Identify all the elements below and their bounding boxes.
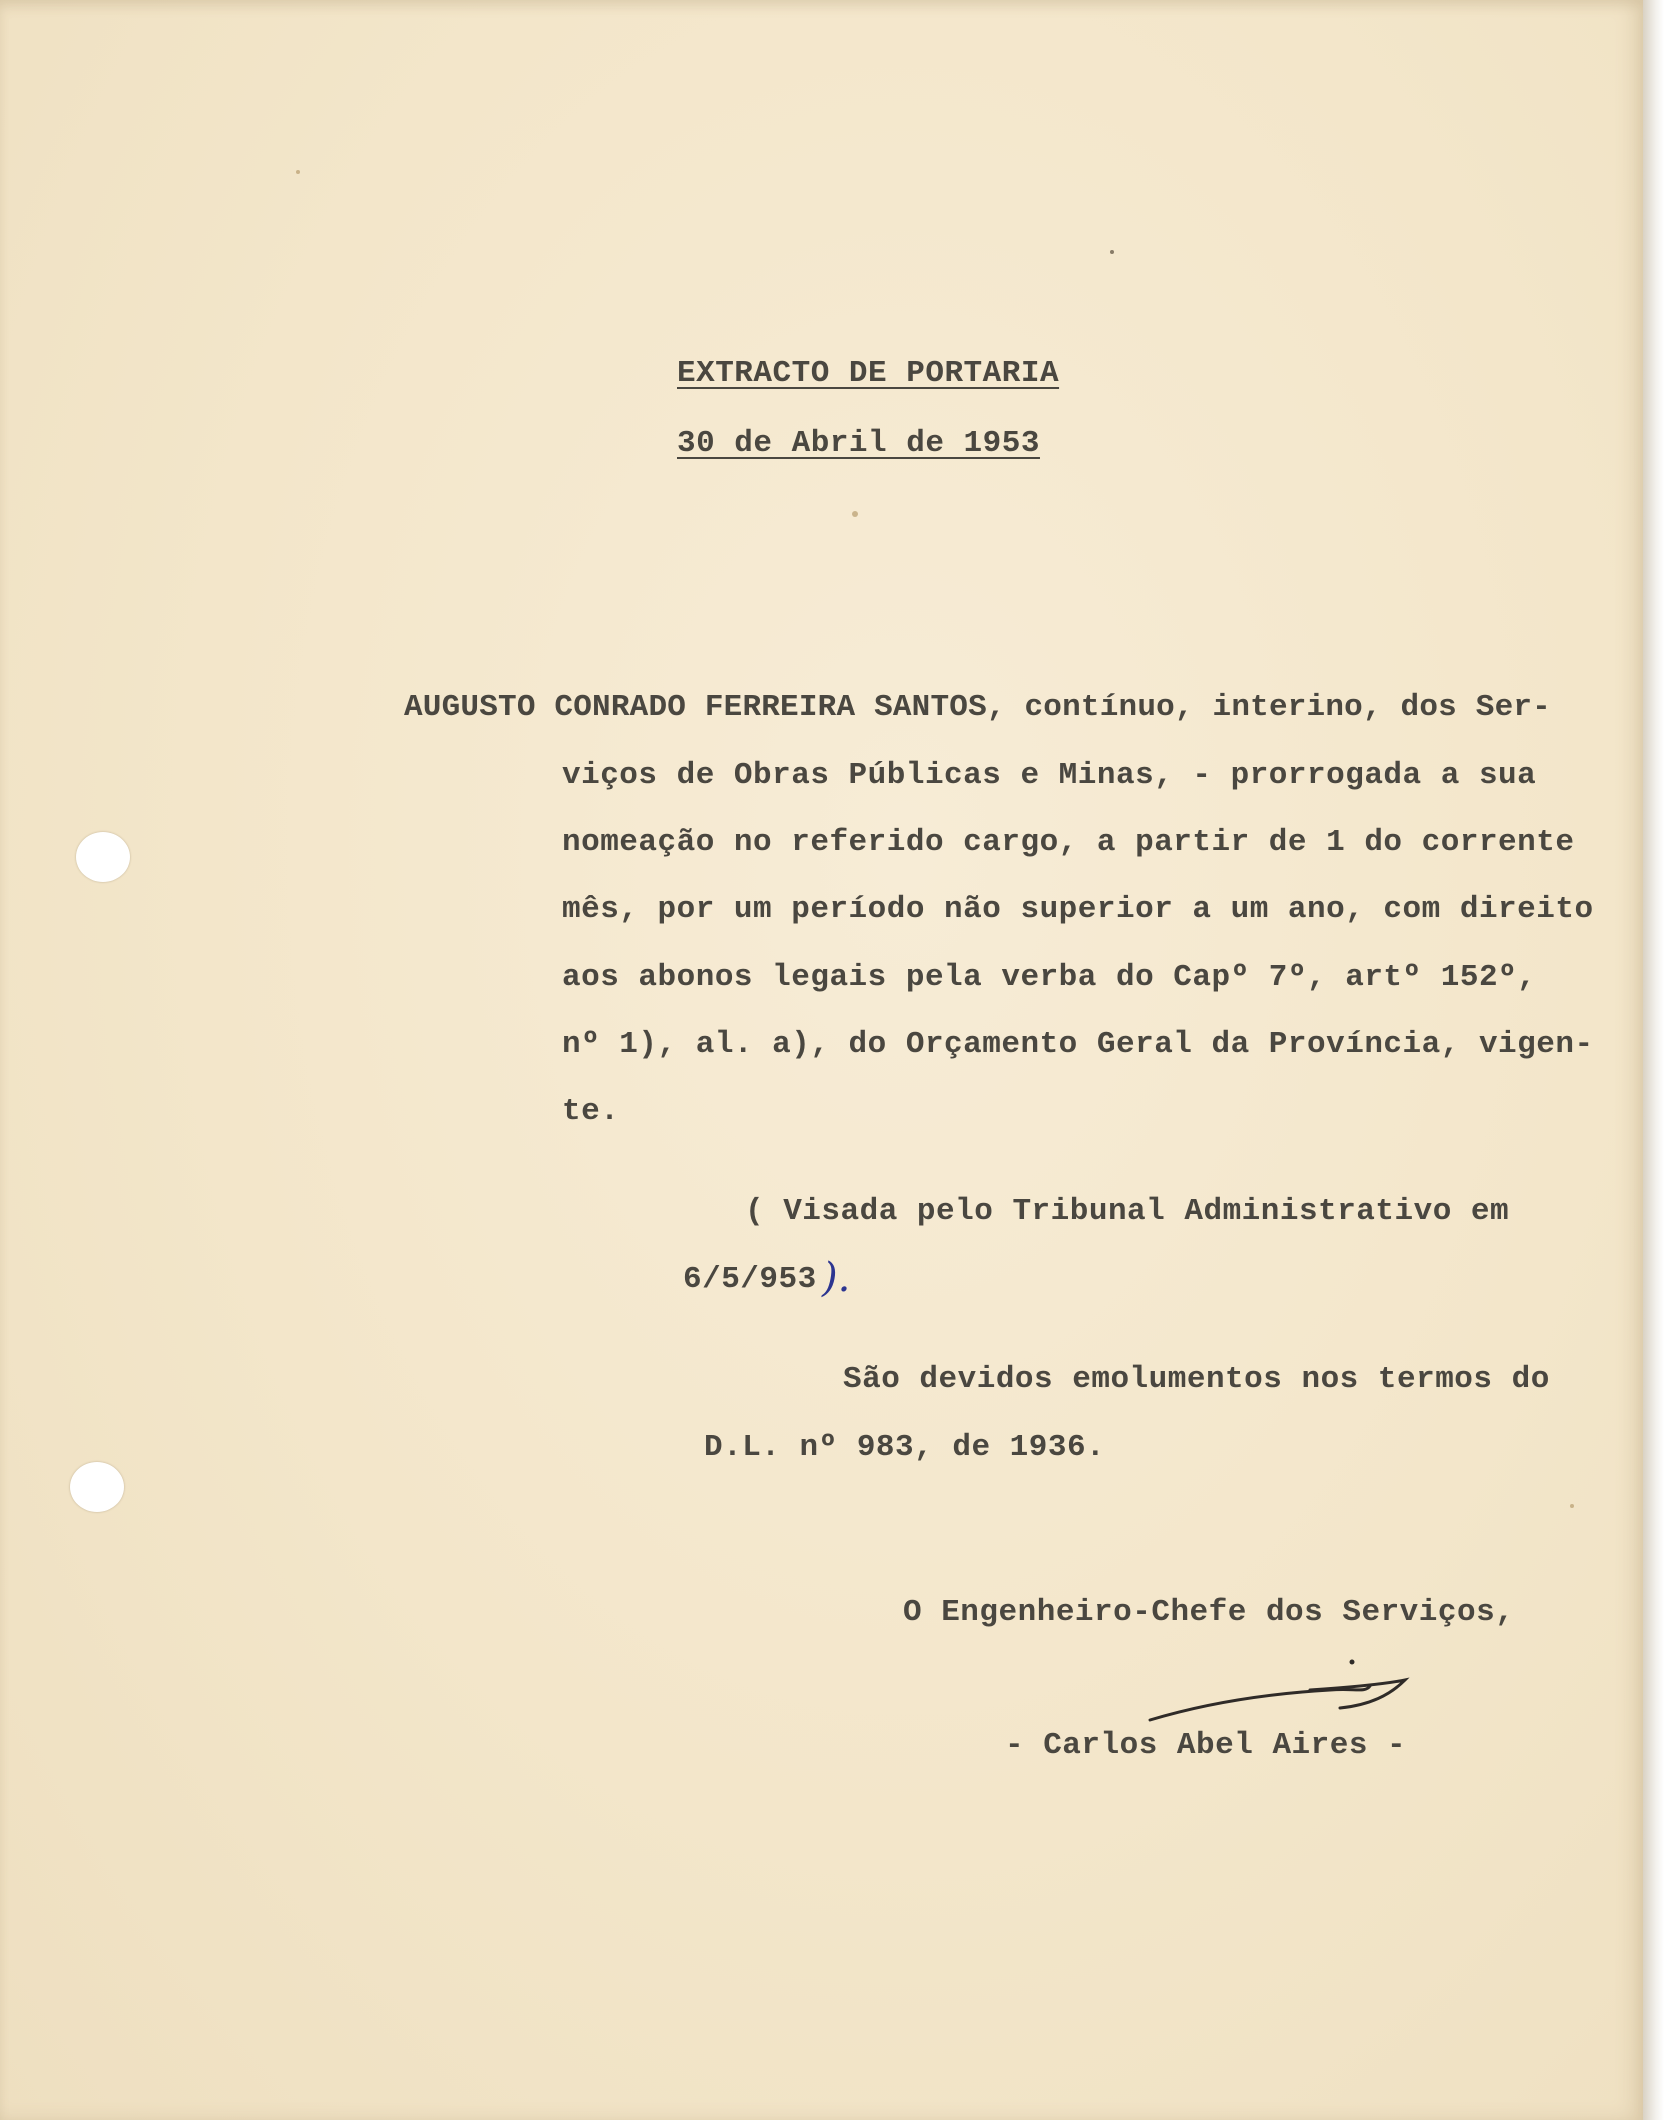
paper-speck — [852, 511, 858, 517]
body-line: aos abonos legais pela verba do Capº 7º, artº 152º, — [562, 960, 1537, 995]
body-line: viços de Obras Públicas e Minas, - prorrogada a sua — [562, 758, 1537, 793]
signatory-name: - Carlos Abel Aires - — [1005, 1728, 1407, 1763]
paper-speck — [296, 170, 300, 174]
handwritten-signature — [1140, 1650, 1420, 1740]
body-line: AUGUSTO CONRADO FERREIRA SANTOS, contínuo, interino, dos Ser- — [404, 690, 1551, 725]
body-line: nomeação no referido cargo, a partir de 1 do corrente — [562, 825, 1575, 860]
handwritten-closing-mark: ). — [822, 1255, 851, 1301]
body-line: te. — [562, 1094, 620, 1129]
emolumentos-line: D.L. nº 983, de 1936. — [704, 1430, 1106, 1465]
body-line: nº 1), al. a), do Orçamento Geral da Província, vigen- — [562, 1027, 1594, 1062]
paper-speck — [1570, 1504, 1574, 1508]
document-heading: EXTRACTO DE PORTARIA — [677, 356, 1060, 391]
punch-hole — [70, 1462, 124, 1512]
body-line: mês, por um período não superior a um ano, com direito — [562, 892, 1594, 927]
signatory-title: O Engenheiro-Chefe dos Serviços, — [903, 1595, 1515, 1630]
visa-line: ( Visada pelo Tribunal Administrativo em — [745, 1194, 1510, 1229]
emolumentos-line: São devidos emolumentos nos termos do — [843, 1362, 1550, 1397]
paper-speck — [1110, 250, 1114, 254]
visa-date: 6/5/953 — [683, 1262, 817, 1297]
punch-hole — [76, 832, 130, 882]
document-date: 30 de Abril de 1953 — [677, 426, 1040, 461]
scan-edge — [1643, 0, 1664, 2120]
